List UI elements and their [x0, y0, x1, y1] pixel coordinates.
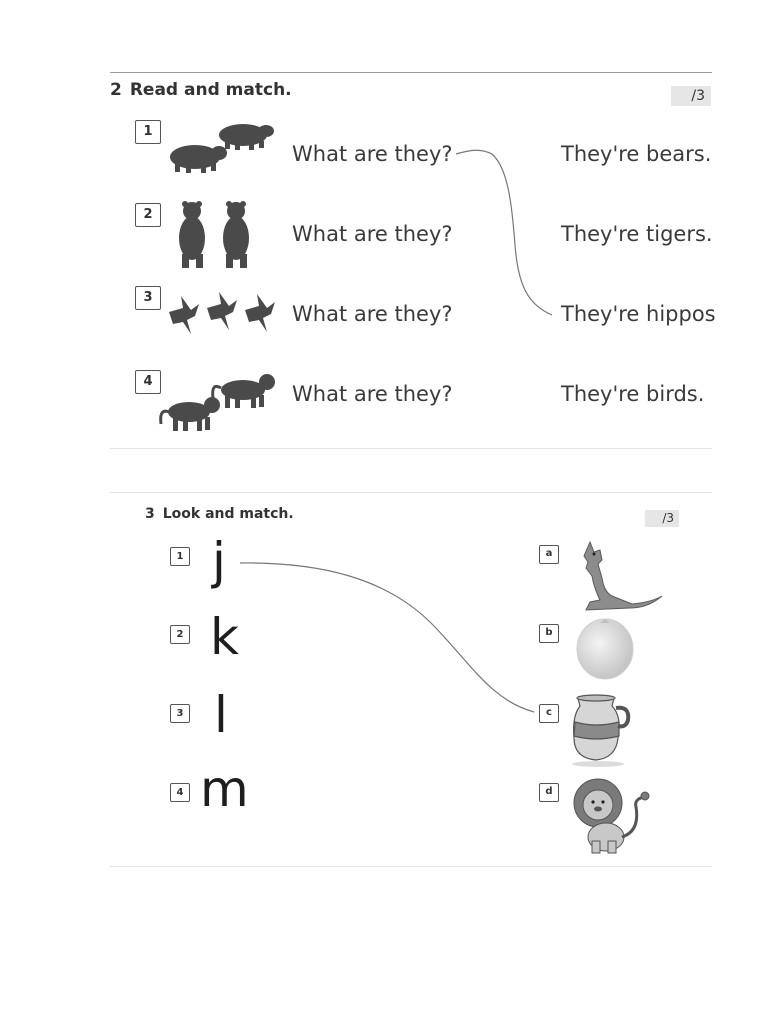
exercise-2-number: 2	[110, 80, 122, 100]
letter-m: m	[200, 760, 249, 818]
picture-c-letter-box: c	[539, 704, 559, 723]
answer-1: They're bears.	[561, 142, 712, 166]
item-2-number-box: 2	[135, 203, 161, 227]
answer-3: They're hippos	[561, 302, 716, 326]
letter-4-number-box: 4	[170, 783, 190, 802]
item-2-question: What are they?	[292, 222, 453, 246]
exercise-3-number: 3	[145, 506, 155, 522]
item-3-question: What are they?	[292, 302, 453, 326]
item-3-number-box: 3	[135, 286, 161, 310]
item-4-question: What are they?	[292, 382, 453, 406]
answer-2: They're tigers.	[561, 222, 713, 246]
letter-k: k	[210, 608, 239, 666]
item-4-number-box: 4	[135, 370, 161, 394]
example-match-line-2	[240, 563, 534, 712]
answer-4: They're birds.	[561, 382, 705, 406]
exercise-3-instruction: Look and match.	[162, 506, 294, 522]
picture-b-letter-box: b	[539, 624, 559, 643]
item-1-question: What are they?	[292, 142, 453, 166]
example-match-line-1	[456, 150, 552, 315]
item-1-number-box: 1	[135, 120, 161, 144]
picture-d-letter-box: d	[539, 783, 559, 802]
letter-j: j	[212, 532, 226, 590]
picture-a-letter-box: a	[539, 545, 559, 564]
exercise-2-score: /3	[671, 86, 711, 106]
exercise-2-instruction: Read and match.	[129, 80, 292, 100]
letter-1-number-box: 1	[170, 547, 190, 566]
exercise-3-score: /3	[645, 510, 679, 527]
letter-l: l	[214, 686, 228, 744]
letter-2-number-box: 2	[170, 625, 190, 644]
letter-3-number-box: 3	[170, 704, 190, 723]
